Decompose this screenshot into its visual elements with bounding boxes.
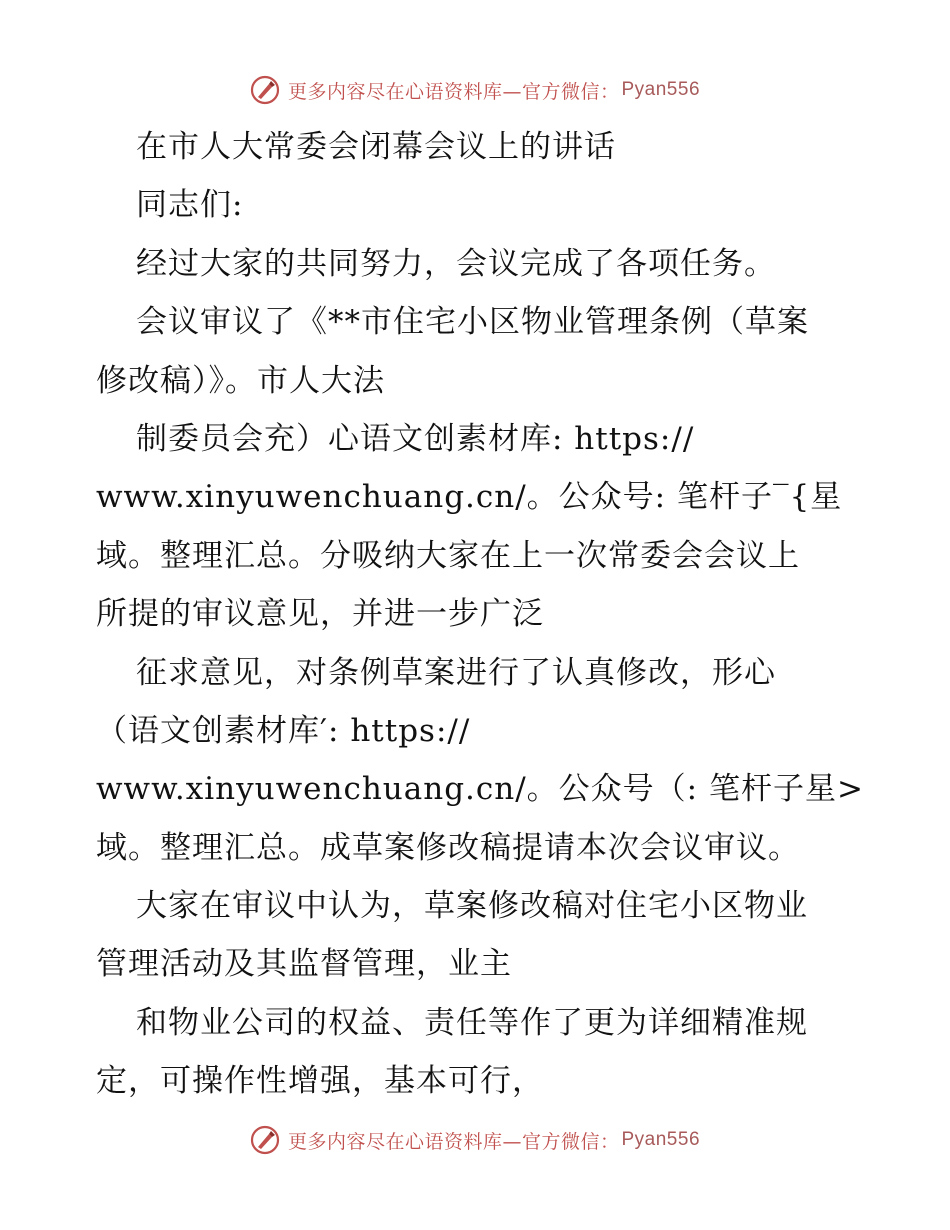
paragraph-line: 会议审议了《**市住宅小区物业管理条例（草案 (136, 304, 809, 341)
paragraph-line: 和物业公司的权益、责任等作了更为详细精准规 (136, 1004, 808, 1041)
pen-logo-icon (250, 75, 280, 105)
salutation: 同志们: (136, 187, 244, 224)
paragraph-line: 经过大家的共同努力，会议完成了各项任务。 (136, 245, 776, 282)
document-body (96, 118, 876, 1111)
paragraph-line: 修改稿）》。市人大法 (96, 362, 385, 399)
pen-logo-icon (250, 1125, 280, 1155)
paragraph-line: 定，可操作性增强，基本可行， (96, 1063, 544, 1100)
paragraph-line: 大家在审议中认为，草案修改稿对住宅小区物业 (136, 888, 808, 925)
document-title: 在市人大常委会闭幕会议上的讲话 (136, 129, 616, 165)
paragraph-line: 管理活动及其监督管理，业主 (96, 946, 512, 983)
footer-watermark (0, 1120, 950, 1160)
paragraph-line: 域。整理汇总。成草案修改稿提请本次会议审议。 (96, 829, 800, 866)
header-watermark (0, 70, 950, 110)
paragraph-line: 征求意见，对条例草案进行了认真修改，形心 (136, 654, 776, 691)
paragraph-line: （语文创素材库′: https:// (96, 712, 471, 749)
paragraph-line: www.xinyuwenchuang.cn/。公众号（: 笔杆子星> (96, 771, 864, 808)
watermark-text: 更多内容尽在心语资料库—官方微信： (287, 80, 620, 103)
paragraph-line: 域。整理汇总。分吸纳大家在上一次常委会会议上 (96, 537, 800, 574)
watermark-wechat-id: Pyan556 (621, 79, 701, 100)
paragraph-line: 制委员会充）心语文创素材库: https:// (136, 420, 695, 457)
watermark-wechat-id: Pyan556 (621, 1129, 701, 1150)
paragraph-line: 所提的审议意见，并进一步广泛 (96, 596, 544, 633)
watermark-text: 更多内容尽在心语资料库—官方微信： (287, 1130, 620, 1153)
paragraph-line: www.xinyuwenchuang.cn/。公众号: 笔杆子‾{星 (96, 479, 843, 516)
